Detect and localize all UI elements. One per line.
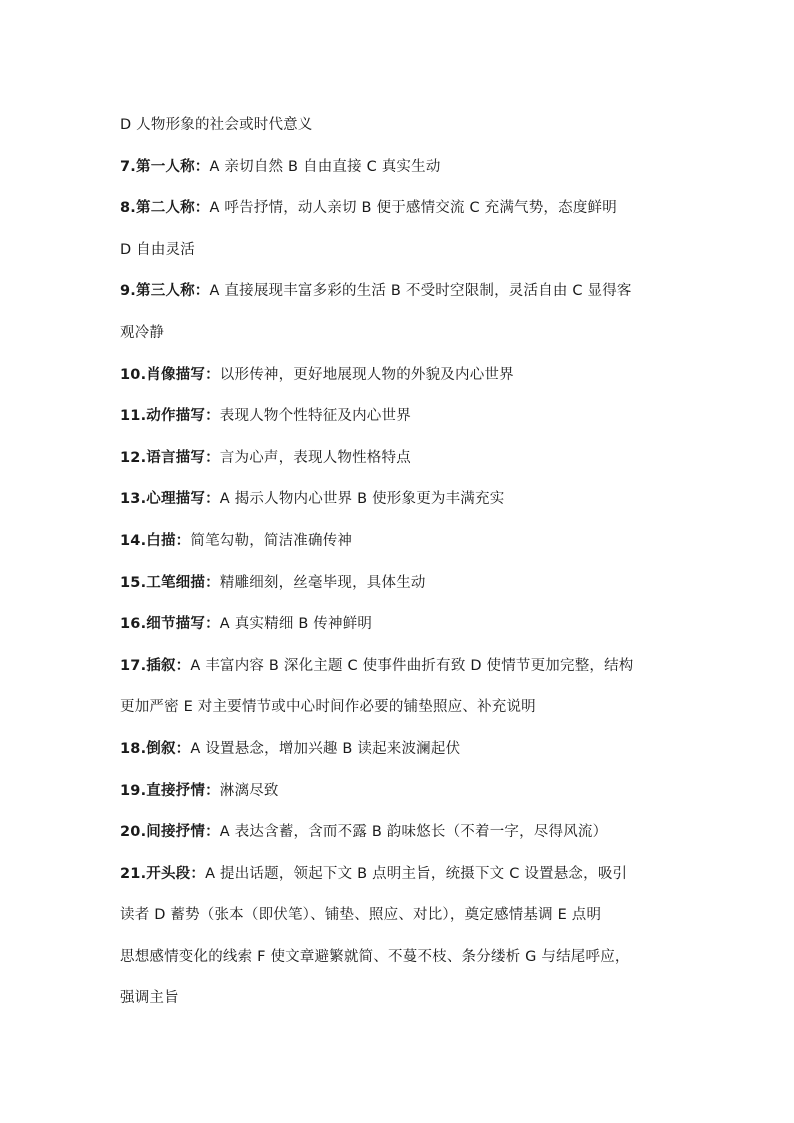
term-label: 17.插叙： [120, 657, 191, 674]
term-content: A 直接展现丰富多彩的生活 B 不受时空限制，灵活自由 C 显得客 [209, 283, 632, 300]
term-label: 20.间接抒情： [120, 824, 220, 841]
text-line-13 [120, 604, 680, 646]
term-content: A 呼告抒情，动人亲切 B 便于感情交流 C 充满气势，态度鲜明 [209, 200, 617, 217]
term-content: 表现人物个性特征及内心世界 [219, 408, 411, 425]
text-line-6 [120, 313, 680, 355]
text-line-11 [120, 521, 680, 563]
text-line-21 [120, 937, 680, 979]
term-label: 19.直接抒情： [120, 782, 220, 799]
term-label: 8.第二人称： [120, 200, 210, 217]
text-line-8 [120, 396, 680, 438]
term-content: 以形传神，更好地展现人物的外貌及内心世界 [219, 366, 514, 383]
term-content: 精雕细刻，丝毫毕现，具体生动 [219, 574, 426, 591]
text-line-22 [120, 978, 680, 1020]
text-line-7 [120, 355, 680, 397]
term-content: 简笔勾勒，简洁准确传神 [190, 532, 353, 549]
text-line-17 [120, 771, 680, 813]
term-label: 12.语言描写： [120, 449, 220, 466]
term-content: A 亲切自然 B 自由直接 C 真实生动 [209, 158, 441, 175]
term-content: 思想感情变化的线索 F 使文章避繁就简、不蔓不枝、条分缕析 G 与结尾呼应， [120, 948, 630, 965]
term-content: 观冷静 [120, 324, 165, 341]
text-line-3 [120, 188, 680, 230]
term-content: D 人物形象的社会或时代意义 [120, 117, 313, 133]
term-content: 读者 D 蓄势（张本（即伏笔）、铺垫、照应、对比），奠定感情基调 E 点明 [120, 907, 602, 924]
text-line-2 [120, 147, 680, 189]
term-label: 21.开头段： [120, 865, 206, 882]
term-content: A 设置悬念，增加兴趣 B 读起来波澜起伏 [190, 740, 461, 757]
term-content: A 表达含蓄，含而不露 B 韵味悠长（不着一字，尽得风流） [219, 824, 608, 841]
text-line-20 [120, 895, 680, 937]
term-label: 15.工笔细描： [120, 574, 220, 591]
term-label: 11.动作描写： [120, 408, 220, 425]
text-line-12 [120, 563, 680, 605]
document-page [120, 105, 680, 1020]
term-label: 9.第三人称： [120, 283, 210, 300]
term-label: 10.肖像描写： [120, 366, 220, 383]
text-line-16 [120, 729, 680, 771]
term-content: 强调主旨 [120, 990, 179, 1007]
term-content: A 丰富内容 B 深化主题 C 使事件曲折有致 D 使情节更加完整，结构 [190, 657, 634, 674]
term-content: A 揭示人物内心世界 B 使形象更为丰满充实 [219, 491, 505, 508]
term-label: 16.细节描写： [120, 616, 220, 633]
text-line-5 [120, 271, 680, 313]
term-content: 淋漓尽致 [219, 782, 279, 799]
term-label: 13.心理描写： [120, 491, 220, 508]
term-label: 14.白描： [120, 532, 191, 549]
term-content: 更加严密 E 对主要情节或中心时间作必要的铺垫照应、补充说明 [120, 699, 536, 716]
term-label: 18.倒叙： [120, 740, 191, 757]
text-line-15 [120, 687, 680, 729]
term-content: D 自由灵活 [120, 241, 195, 258]
term-content: A 提出话题，领起下文 B 点明主旨，统摄下文 C 设置悬念，吸引 [205, 865, 628, 882]
text-line-14 [120, 646, 680, 688]
term-content: A 真实精细 B 传神鲜明 [219, 616, 373, 633]
text-line-10 [120, 479, 680, 521]
term-label: 7.第一人称： [120, 158, 210, 175]
term-content: 言为心声，表现人物性格特点 [219, 449, 411, 466]
text-line-18 [120, 812, 680, 854]
text-line-9 [120, 438, 680, 480]
text-line-19 [120, 854, 680, 896]
text-line-1 [120, 105, 680, 147]
text-line-4 [120, 230, 680, 272]
